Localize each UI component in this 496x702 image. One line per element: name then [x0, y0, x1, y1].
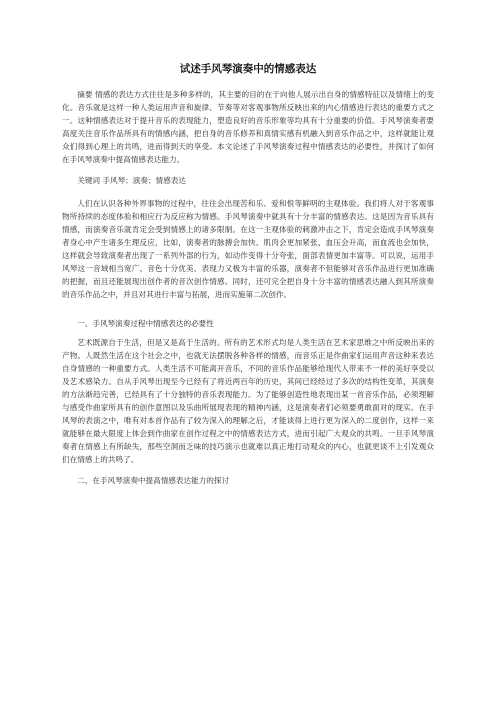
document-title: 试述手风琴演奏中的情感表达	[179, 63, 317, 75]
section-1-paragraph: 艺术既源自于生活，但是又是高于生活的。所有的艺术形式均是人类生活在艺术家思维之中所反映出来的产物。人既然生活在这个社会之中，也就无法摆脱各种各样的情感，而音乐正是作曲家们运用声音这种来表达自身情感的一种重要方式。人类生活不可能离开音乐，不同的音乐作品能够给现代人带来不一样的美好享受以及艺术感染力。自从手风琴出现至今已经有了将近两百年的历史，其间已经经过了多次的结构性变革，其演奏的方法渐趋完善，已经具有了十分独特的音乐表现能力。为了能够创造性地表现出某一首音乐作品，必须理解与感受作曲家所具有的创作意图以及乐曲所展现表现的精神内涵，这是演奏者们必须要勇敢面对的现实。在手风琴的表演之中，唯有对本首作品有了较为深入的理解之后，才能谈得上进行更为深入的二度创作，这样一来就能够在最大限度上体会到作曲家在创作过程之中的情感表达方式，进而引起广大观众的共鸣。一旦手风琴演奏者在情感上有所缺失，那些空洞而乏味的技巧演示也就难以真正地打动观众的内心，也就更谈不上引发观众们在情感上的共鸣了。	[62, 338, 434, 464]
abstract-paragraph: 摘要 情感的表达方式往往是多种多样的，其主要的目的在于向他人展示出自身的情感特征以及情绪上的变化。音乐就是这样一种人类运用声音和旋律、节奏等对客观事物所反映出来的内心情感进行表达的重要方式之一。这种情感表达对于提升音乐的表现能力，塑造良好的音乐形象等均具有十分重要的价值。手风琴演奏者要高度关注音乐作品所具有的情感内涵，把自身的音乐修养和真情实感有机融入到音乐作品之中，这样就能让观众们得到心理上的共鸣，进而得到天的享受。本文论述了手风琴演奏过程中情感表达的必要性，并探讨了如何在手风琴演奏中提高情感表达能力。	[62, 90, 434, 164]
section-heading-2: 二、在手风琴演奏中提高情感表达能力的探讨	[77, 476, 230, 485]
spacer	[62, 301, 434, 309]
keywords-line: 关键词 手风琴；演奏；情感表达	[77, 176, 186, 185]
section-heading-1: 一、手风琴演奏过程中情感表达的必要性	[77, 319, 214, 328]
intro-paragraph: 人们在认识各种外界事物的过程中，往往会出现苦和乐、爱和恨等鲜明的主观体验。我们将人对于客观事物所持续的态度体验和相应行为反应称为情感。手风琴演奏中就具有十分丰富的情感表达。这是因为音乐具有情感，而演奏音乐就肯定会受到情感上的诸多限制。在这一主观体验的刺激冲击之下，肯定会造成手风琴演奏者身心中产生诸多生理反应，比如，演奏者的脉搏会加快、肌肉会更加紧张、血压会升高，而血流也会加快，这样就会导致演奏者出现了一系列外部的行为，如动作变得十分夸张，面部表情更加丰富等。可以说，运用手风琴这一音域相当宽广、音色十分优美、表现力又极为丰富的乐器，演奏者不但能够对音乐作品进行更加准确的把握，而且还能展现出创作者的音次创作情感。同时，还可完全把自身十分丰富的情感表达融入到其所演奏的音乐作品之中，并且对其进行丰富与拓展，进而实施第二次创作。	[62, 199, 434, 299]
